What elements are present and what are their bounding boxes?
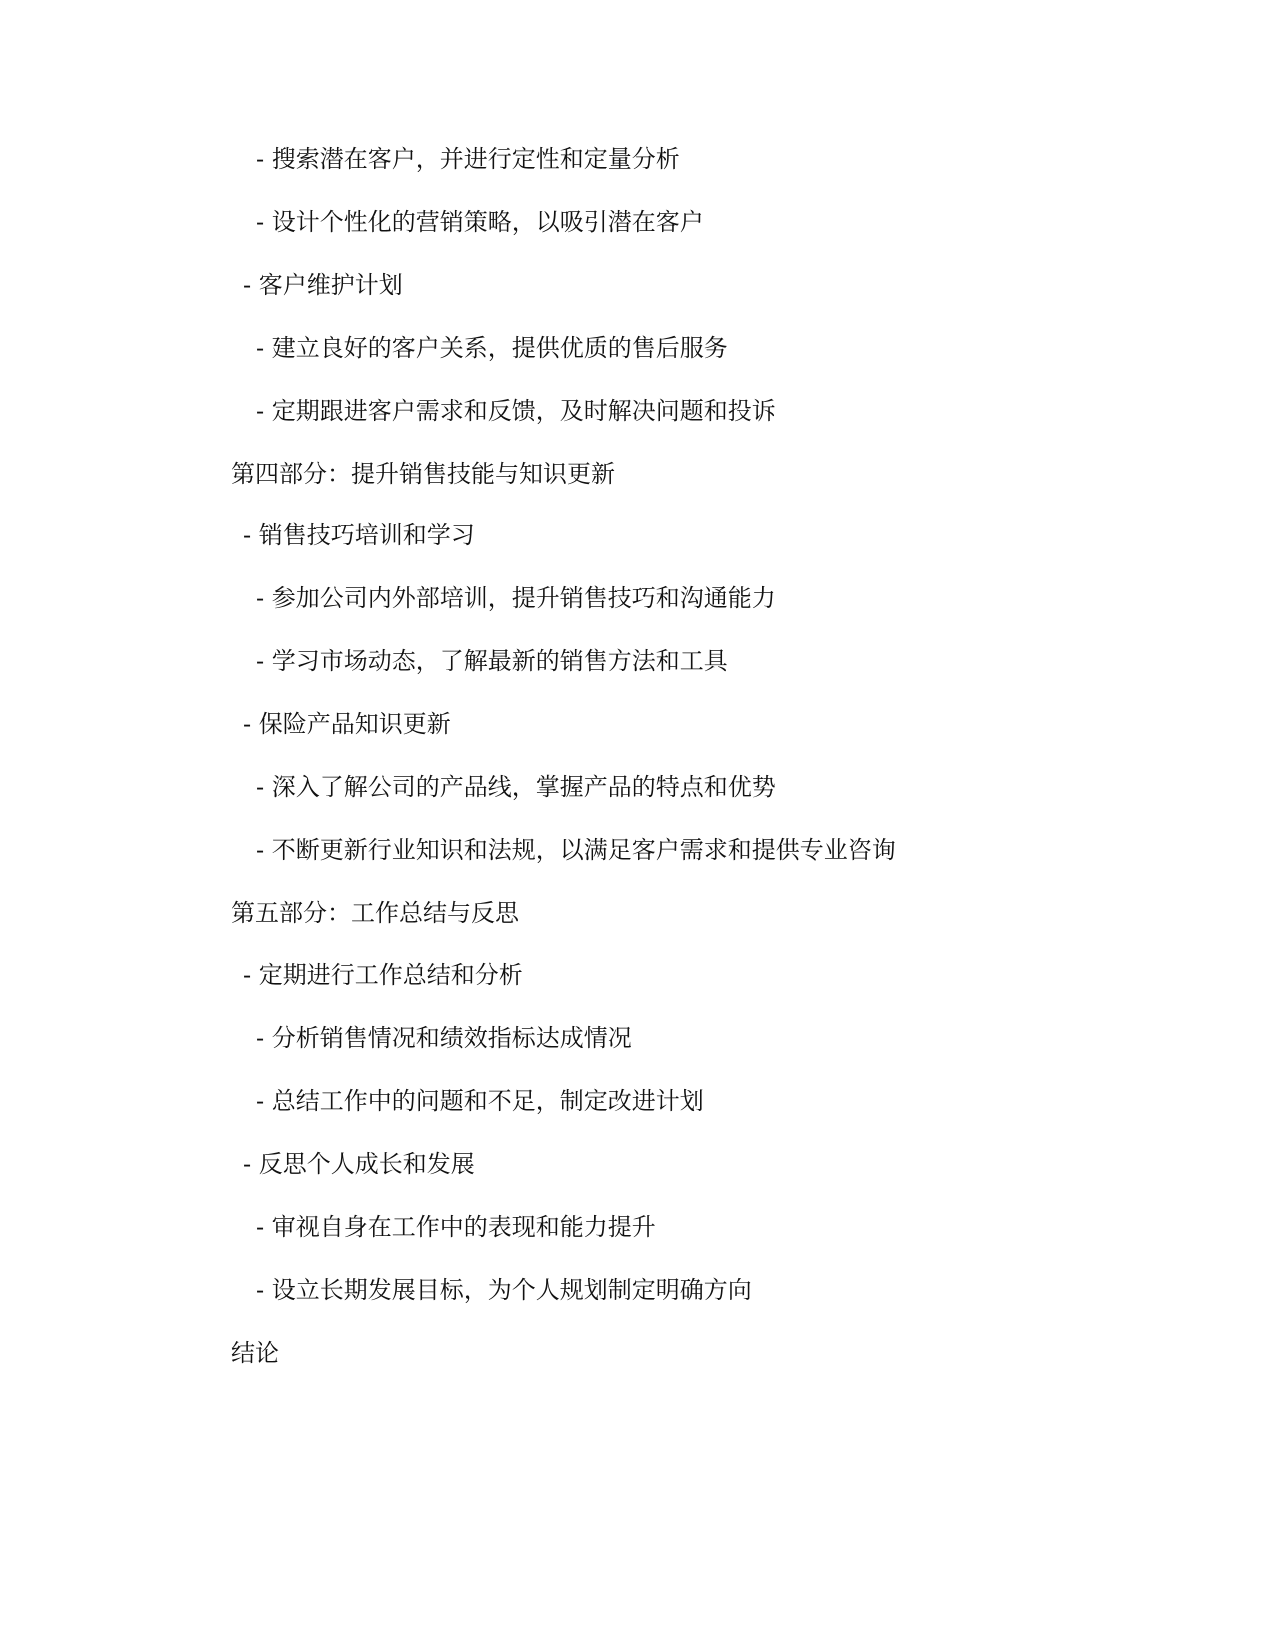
list-item: - 总结工作中的问题和不足，制定改进计划 bbox=[256, 1087, 704, 1115]
section-heading: 第四部分：提升销售技能与知识更新 bbox=[231, 460, 615, 488]
list-item: - 学习市场动态，了解最新的销售方法和工具 bbox=[256, 647, 728, 675]
list-item: - 设计个性化的营销策略，以吸引潜在客户 bbox=[256, 208, 704, 236]
list-item: - 客户维护计划 bbox=[243, 271, 403, 299]
list-item: - 搜索潜在客户，并进行定性和定量分析 bbox=[256, 145, 680, 173]
list-item: - 销售技巧培训和学习 bbox=[243, 521, 475, 549]
list-item: - 参加公司内外部培训，提升销售技巧和沟通能力 bbox=[256, 584, 776, 612]
list-item: - 设立长期发展目标，为个人规划制定明确方向 bbox=[256, 1276, 752, 1304]
list-item: - 保险产品知识更新 bbox=[243, 710, 451, 738]
list-item: - 定期进行工作总结和分析 bbox=[243, 961, 523, 989]
list-item: - 深入了解公司的产品线，掌握产品的特点和优势 bbox=[256, 773, 776, 801]
list-item: - 不断更新行业知识和法规，以满足客户需求和提供专业咨询 bbox=[256, 836, 896, 864]
section-heading: 第五部分：工作总结与反思 bbox=[231, 899, 519, 927]
list-item: - 分析销售情况和绩效指标达成情况 bbox=[256, 1024, 632, 1052]
list-item: - 反思个人成长和发展 bbox=[243, 1150, 475, 1178]
conclusion-heading: 结论 bbox=[231, 1339, 279, 1367]
list-item: - 审视自身在工作中的表现和能力提升 bbox=[256, 1213, 656, 1241]
list-item: - 定期跟进客户需求和反馈，及时解决问题和投诉 bbox=[256, 397, 776, 425]
list-item: - 建立良好的客户关系，提供优质的售后服务 bbox=[256, 334, 728, 362]
